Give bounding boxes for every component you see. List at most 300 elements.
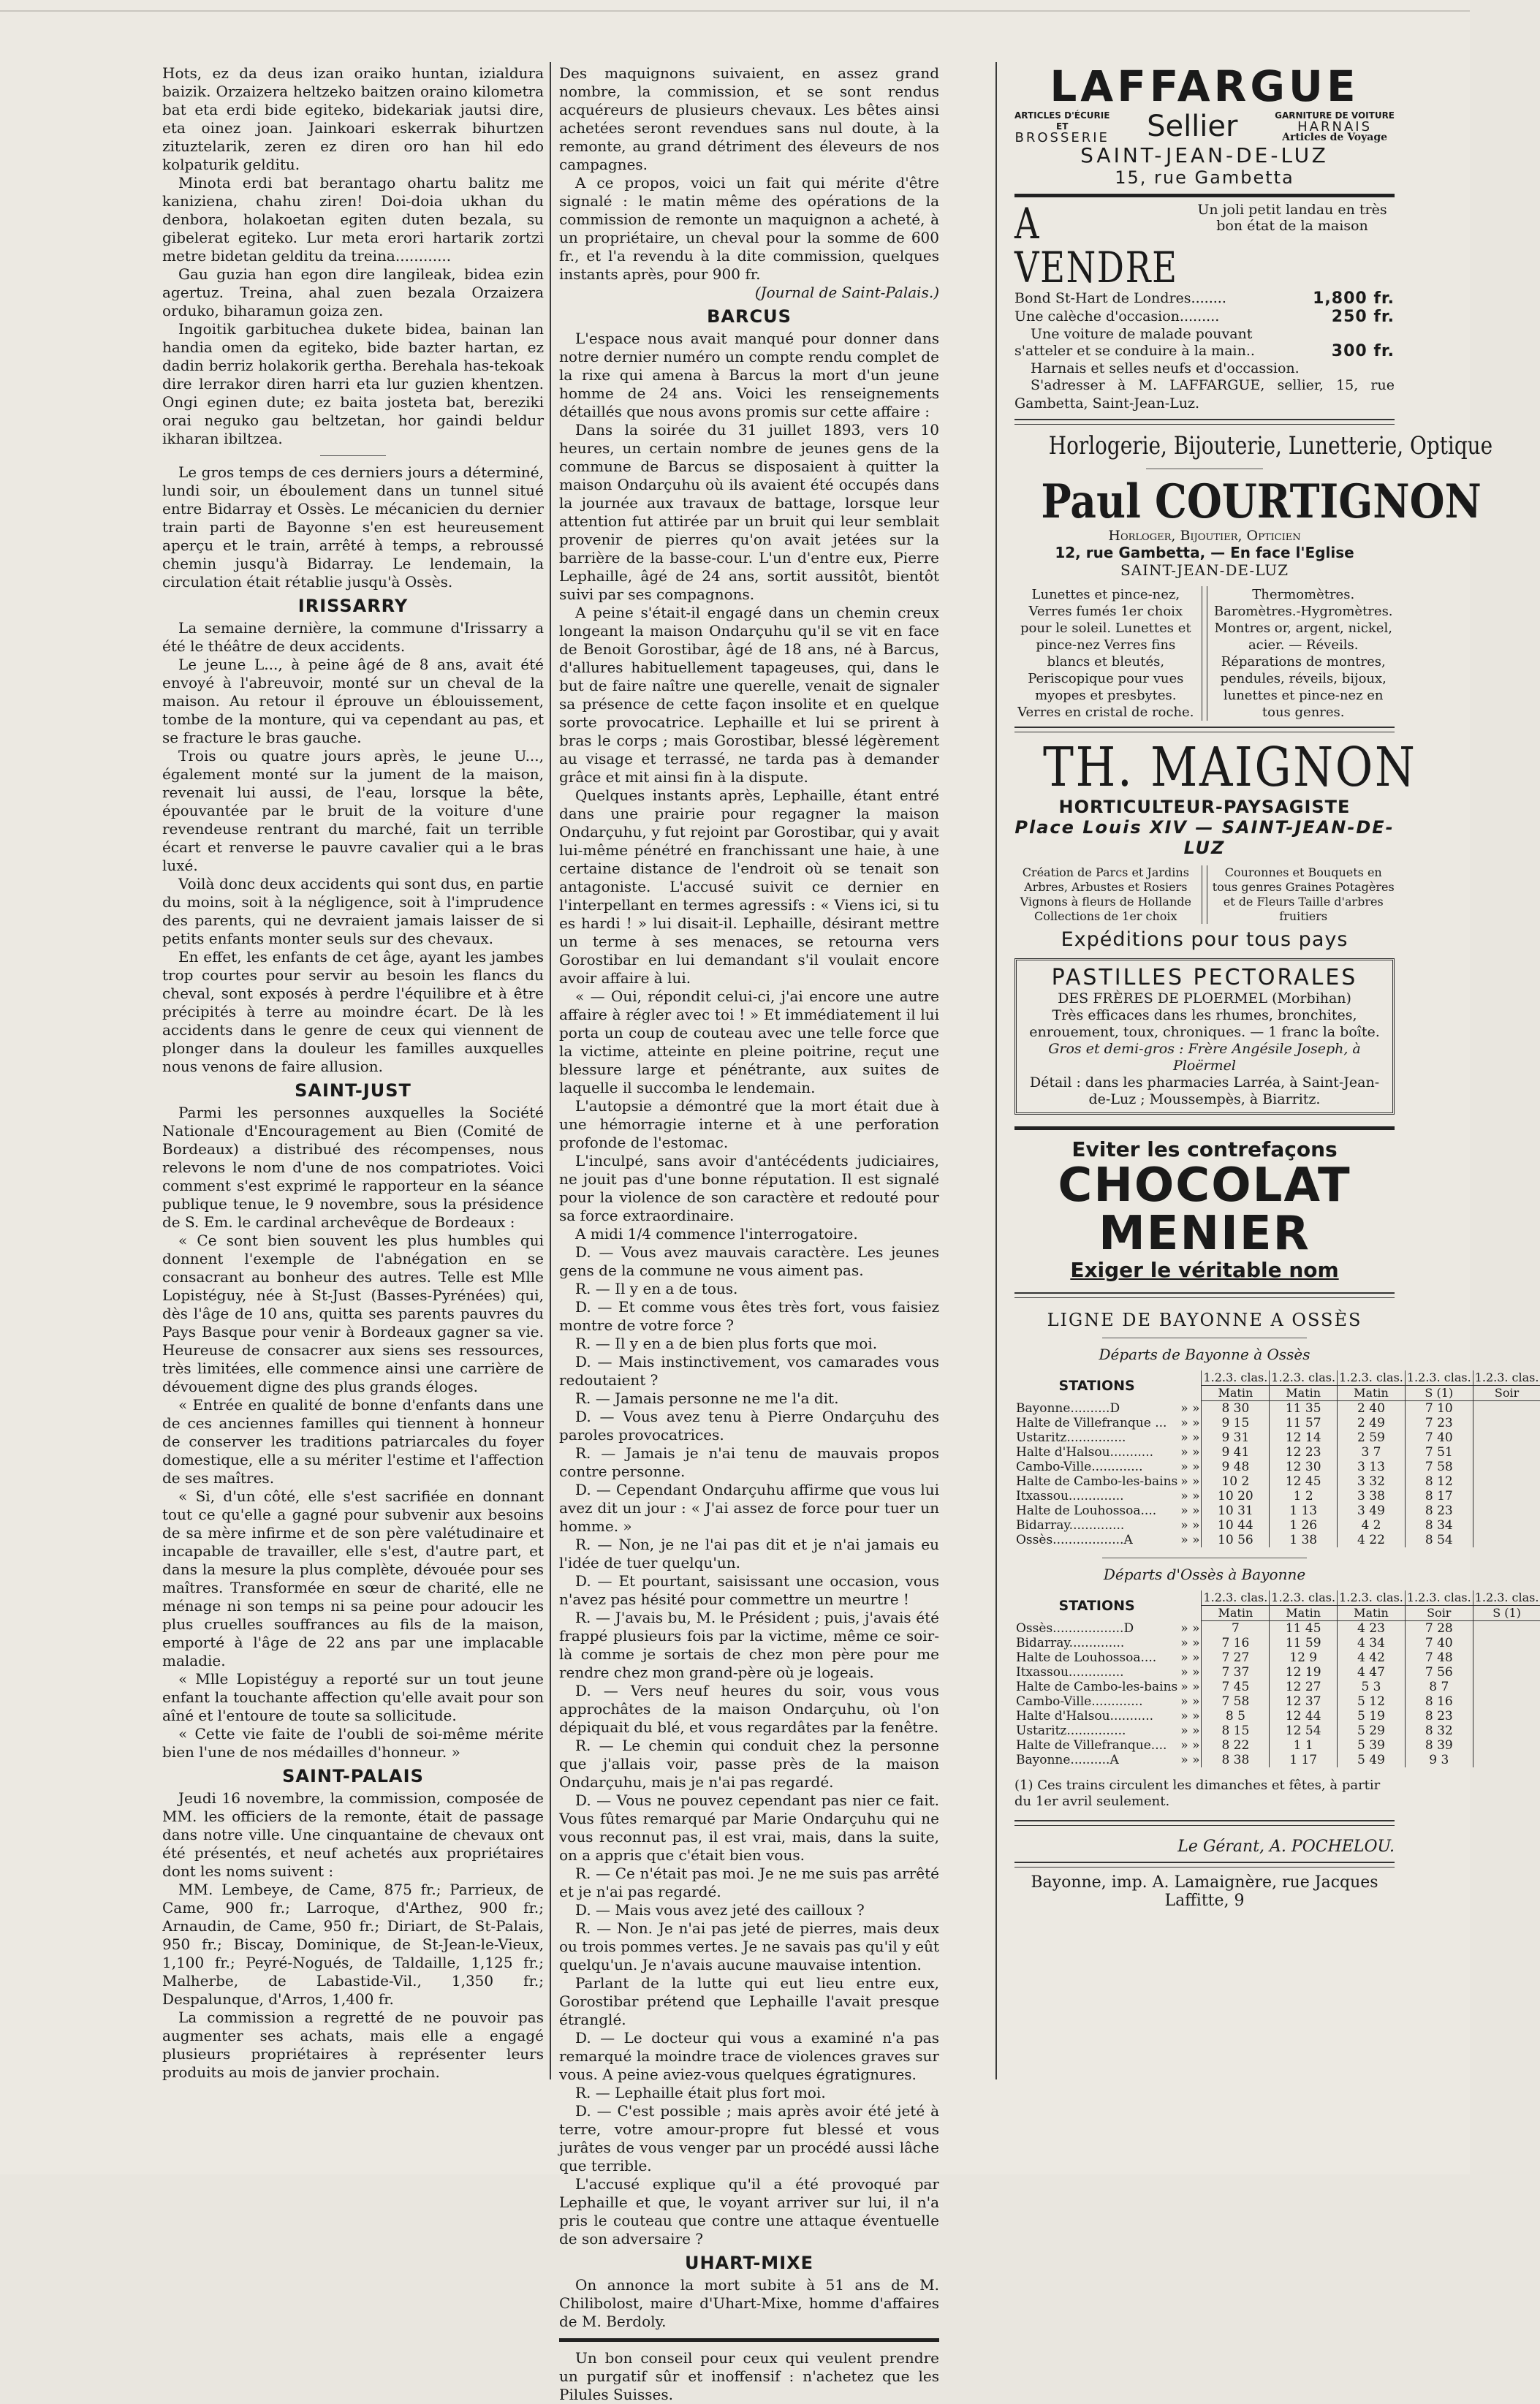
article-paragraph: R. — Jamais personne ne me l'a dit. <box>575 1389 839 1407</box>
column-rule-1 <box>550 62 551 2079</box>
vendre-item-price: 250 fr. <box>1331 308 1395 326</box>
departure-time: 7 48 <box>1405 1650 1473 1665</box>
laffargue-right2: HARNAIS <box>1297 118 1372 134</box>
departure-time <box>1473 1621 1540 1637</box>
vendre-item-price: 1,800 fr. <box>1313 289 1395 308</box>
departure-time: 10 2 <box>1202 1474 1270 1489</box>
departure-time: 7 40 <box>1405 1430 1473 1445</box>
laffargue-left2: ET <box>1056 121 1069 132</box>
table-row <box>1014 1474 1540 1489</box>
article-paragraph: D. — Vous avez mauvais caractère. Les jeunes gens de la commune ne vous aiment pas. <box>559 1243 939 1279</box>
departure-time: 8 32 <box>1405 1724 1473 1738</box>
time-header: S (1) <box>1473 1606 1540 1621</box>
article-paragraph: MM. Lembeye, de Came, 875 fr.; Parrieux, de Came, 900 fr.; Larroque, d'Arthez, 900 fr.; Arnaudin, de Came, 950 fr.; Diriart, de St-Palais, 950 fr.; Biscay, Dominique, de St-Jean-le-Vieux, 1,100 fr.; Peyré-Nogués, de Taldaille, 1,125 fr.; Malherbe, de Labastide-Vil., 1,350 fr.; Despalunque, d'Arros, 1,400 fr. <box>162 1881 544 2008</box>
ditto-marks <box>1179 1636 1202 1650</box>
departure-time: 7 56 <box>1405 1665 1473 1680</box>
article-paragraph: La semaine dernière, la commune d'Irissarry a été le théâtre de deux accidents. <box>162 619 544 655</box>
menier-exiger: Exiger le véritable nom <box>1070 1258 1339 1282</box>
departure-time: 5 19 <box>1338 1709 1406 1724</box>
departure-time: 12 19 <box>1270 1665 1338 1680</box>
courtignon-name: Paul COURTIGNON <box>1041 474 1482 529</box>
departure-time: 10 56 <box>1202 1533 1270 1547</box>
departure-time: 5 49 <box>1338 1753 1406 1767</box>
maignon-trade: HORTICULTEUR-PAYSAGISTE <box>1058 797 1351 817</box>
departure-time: 8 38 <box>1202 1753 1270 1767</box>
ditto: » <box>1180 1680 1188 1694</box>
laffargue-left3: BROSSERIE <box>1014 129 1110 145</box>
departure-time: 7 10 <box>1405 1401 1473 1417</box>
departure-time: 12 27 <box>1270 1680 1338 1694</box>
article-paragraph: Le gros temps de ces derniers jours a déterminé, lundi soir, un éboulement dans un tunnel situé entre Bidarray et Ossès. Le mécanicien du dernier train parti de Bayonne s'en est heureusement aperçu et le train, arrêté à temps, a rebroussé chemin jusqu'à Bidarray. Le lendemain, la circulation était rétablie jusqu'à Ossès. <box>162 463 544 591</box>
section-heading: SAINT-PALAIS <box>282 1766 424 1786</box>
departure-time: 3 32 <box>1338 1474 1406 1489</box>
ditto: » <box>1192 1694 1200 1709</box>
article-paragraph: On annonce la mort subite à 51 ans de M. Chilibolost, maire d'Uhart-Mixe, homme d'affaires de M. Berdoly. <box>559 2276 939 2330</box>
departure-time: 3 13 <box>1338 1460 1406 1474</box>
ditto: » <box>1180 1474 1188 1489</box>
laffargue-right3: Articles de Voyage <box>1282 131 1388 143</box>
departure-time: 12 45 <box>1270 1474 1338 1489</box>
departure-time: 4 47 <box>1338 1665 1406 1680</box>
courtignon-ad <box>1014 431 1493 721</box>
laffargue-right1: GARNITURE DE VOITURE <box>1275 110 1395 121</box>
table-row <box>1014 1709 1540 1724</box>
departure-time: 2 40 <box>1338 1401 1406 1417</box>
article-paragraph: A peine s'était-il engagé dans un chemin creux longeant la maison Ondarçuhu qu'il se vit en face de Benoit Gorostibar, âgé de 18 ans, né à Barcus, d'allures habituellement tapageuses, qui, dans le but de faire naître une querelle, venait de signaler sa présence de cette façon insolite et en quelque sorte provocatrice. Lephaille et lui se prirent à bras le corps ; mais Gorostibar, blessé légèrement au visage et terrassé, ne tarda pas à demander grâce et mit ainsi fin à la dispute. <box>559 604 939 786</box>
departure-time: 8 12 <box>1405 1474 1473 1489</box>
table-row <box>1014 1489 1540 1504</box>
laffargue-left1: ARTICLES D'ÉCURIE <box>1014 110 1110 121</box>
maignon-name: TH. MAIGNON <box>1043 736 1417 799</box>
station-name: Halte de Louhossoa.... <box>1016 1650 1157 1665</box>
departure-time <box>1473 1460 1540 1474</box>
column-2 <box>559 64 939 2403</box>
separator-rule <box>320 455 386 456</box>
imprint: Bayonne, imp. A. Lamaignère, rue Jacques Laffitte, 9 <box>1031 1873 1378 1910</box>
article-paragraph: R. — Ce n'était pas moi. Je ne me suis pas arrêté et je n'ai pas regardé. <box>559 1865 939 1900</box>
ditto-marks <box>1179 1430 1202 1445</box>
courtignon-heading: Horlogerie, Bijouterie, Lunetterie, Optique <box>1048 431 1493 460</box>
table-row <box>1014 1401 1540 1417</box>
departure-time: 12 37 <box>1270 1694 1338 1709</box>
departure-time: 8 54 <box>1405 1533 1473 1547</box>
a-vendre-ad <box>1014 199 1395 413</box>
departure-time <box>1473 1474 1540 1489</box>
departure-time <box>1473 1489 1540 1504</box>
ditto: » <box>1180 1489 1188 1504</box>
table-row <box>1014 1753 1540 1767</box>
timetable <box>1014 1310 1539 1810</box>
table-row <box>1014 1694 1540 1709</box>
article-paragraph: A midi 1/4 commence l'interrogatoire. <box>575 1225 858 1243</box>
departure-time: 5 3 <box>1338 1680 1406 1694</box>
departure-time: 8 30 <box>1202 1401 1270 1417</box>
departure-time: 5 12 <box>1338 1694 1406 1709</box>
station-name: Bayonne..........A <box>1016 1753 1119 1767</box>
departure-time <box>1473 1401 1540 1417</box>
ditto: » <box>1192 1489 1200 1504</box>
courtignon-address: 12, rue Gambetta, — En face l'Eglise <box>1055 544 1354 561</box>
ditto-marks <box>1179 1665 1202 1680</box>
departure-time <box>1473 1430 1540 1445</box>
ditto: » <box>1192 1504 1200 1518</box>
laffargue-left <box>1014 110 1110 143</box>
table-row <box>1014 1533 1540 1547</box>
rule <box>1014 1126 1395 1130</box>
departure-time: 7 58 <box>1202 1694 1270 1709</box>
timetable-osses-bayonne <box>1014 1590 1540 1767</box>
ditto: » <box>1192 1636 1200 1650</box>
article-paragraph: L'espace nous avait manqué pour donner dans notre dernier numéro un compte rendu complet de la rixe qui amena à Barcus la mort d'un jeune homme de 24 ans. Voici les renseignements détaillés que nous avons promis sur cette affaire : <box>559 330 939 420</box>
departure-time: 7 45 <box>1202 1680 1270 1694</box>
column-rule-2 <box>995 62 997 2079</box>
pastilles-l3: Gros et demi-gros : Frère Angésile Joseph, à Ploërmel <box>1048 1041 1361 1074</box>
pastilles-l2: Très efficaces dans les rhumes, bronchites, enrouement, toux, chroniques. — 1 franc la boîte. <box>1029 1007 1380 1040</box>
section-heading: UHART-MIXE <box>684 2253 814 2273</box>
table-row <box>1014 1430 1540 1445</box>
table-row <box>1014 1445 1540 1460</box>
article-paragraph: D. — Et pourtant, saisissant une occasion, vous n'avez pas hésité pour commettre un meurtre ! <box>559 1572 939 1608</box>
article-paragraph: L'autopsie a démontré que la mort était due à une hémorragie interne et à une perforation profonde de l'estomac. <box>559 1097 939 1151</box>
departure-time: 7 28 <box>1405 1621 1473 1637</box>
departure-time: 11 35 <box>1270 1401 1338 1417</box>
time-header: Matin <box>1270 1386 1338 1401</box>
time-header: Matin <box>1202 1606 1270 1621</box>
ditto-marks <box>1179 1709 1202 1724</box>
stations-header: STATIONS <box>1058 1597 1135 1614</box>
station-name: Halte de Villefranque.... <box>1016 1738 1167 1753</box>
table-row <box>1014 1680 1540 1694</box>
time-header: Soir <box>1405 1606 1473 1621</box>
menier-warning: Eviter les contrefaçons <box>1071 1137 1338 1161</box>
article-paragraph: D. — Et comme vous êtes très fort, vous faisiez montre de votre force ? <box>559 1298 939 1334</box>
departure-time <box>1473 1724 1540 1738</box>
departure-time: 10 31 <box>1202 1504 1270 1518</box>
article-paragraph: R. — Lephaille était plus fort moi. <box>575 2084 826 2101</box>
departure-time: 7 37 <box>1202 1665 1270 1680</box>
ditto-marks <box>1179 1489 1202 1504</box>
ditto: » <box>1180 1620 1188 1636</box>
departure-time: 11 57 <box>1270 1416 1338 1430</box>
departure-time: 12 44 <box>1270 1709 1338 1724</box>
laffargue-title: LAFFARGUE <box>1050 61 1359 111</box>
station-name: Ossès..................D <box>1016 1620 1134 1636</box>
vendre-line5: S'adresser à M. LAFFARGUE, sellier, 15, rue Gambetta, Saint-Jean-Luz. <box>1014 377 1395 412</box>
departure-time: 9 41 <box>1202 1445 1270 1460</box>
timetable-departs-1: Départs de Bayonne à Ossès <box>1099 1346 1310 1363</box>
article-paragraph: Le jeune L..., à peine âgé de 8 ans, avait été envoyé à l'abreuvoir, monté sur un cheval de la maison. Au retour il éprouve un éblouissement, tombe de la monture, qui va cependant au pas, et se fracture le bras gauche. <box>162 656 544 746</box>
departure-time <box>1473 1665 1540 1680</box>
class-header: 1.2.3. clas. <box>1202 1370 1270 1386</box>
article-paragraph: Gau guzia han egon dire langileak, bidea ezin agertuz. Treina, ahal zuen bezala Orzaizera orduko, biharamun goiza zen. <box>162 265 544 319</box>
time-header: Matin <box>1202 1386 1270 1401</box>
article-paragraph: « — Oui, répondit celui-ci, j'ai encore une autre affaire à régler avec toi ! » Et immédiatement il lui porta un coup de couteau avec une telle force que la victime, atteinte en pleine poitrine, reçut une blessure large et pénétrante, aux suites de laquelle il succomba le lendemain. <box>559 987 939 1096</box>
class-header: 1.2.3. clas. <box>1270 1370 1338 1386</box>
article-paragraph: Des maquignons suivaient, en assez grand nombre, la commission, et se sont rendus acquéreurs de plusieurs chevaux. Les bêtes ainsi achetées seront revendues sans nul doute, à la remonte, au grand détriment des éleveurs de nos campagnes. <box>559 64 939 173</box>
table-row <box>1014 1636 1540 1650</box>
table-row <box>1014 1621 1540 1637</box>
article-paragraph: D. — Vous ne pouvez cependant pas nier ce fait. Vous fûtes remarqué par Marie Ondarçuhu qui ne vous reconnut pas, il est vrai, mais, dans la suite, on a appris que c'était bien vous. <box>559 1791 939 1864</box>
station-name: Halte de Louhossoa.... <box>1016 1504 1157 1518</box>
rule <box>1014 727 1395 732</box>
departure-time <box>1473 1709 1540 1724</box>
ditto-marks <box>1179 1518 1202 1533</box>
ditto-marks <box>1179 1533 1202 1547</box>
pastilles-l1: DES FRÈRES DE PLOERMEL (Morbihan) <box>1058 990 1351 1006</box>
vendre-item <box>1014 342 1395 360</box>
article-paragraph: R. — Jamais je n'ai tenu de mauvais propos contre personne. <box>559 1444 939 1480</box>
departure-time: 7 58 <box>1405 1460 1473 1474</box>
ditto: » <box>1180 1460 1188 1474</box>
ditto: » <box>1192 1518 1200 1533</box>
ditto: » <box>1180 1665 1188 1680</box>
divider <box>1202 586 1207 721</box>
ditto-marks <box>1179 1753 1202 1767</box>
departure-time: 9 31 <box>1202 1430 1270 1445</box>
station-name: Ustaritz............... <box>1016 1724 1126 1738</box>
article-paragraph: Voilà donc deux accidents qui sont dus, en partie du moins, soit à la négligence, soit à l'imprudence des parents, qui ne devraient jamais laisser de si petits enfants monter seuls sur des chevaux. <box>162 875 544 947</box>
vendre-item-label: Bond St-Hart de Londres........ <box>1014 290 1226 306</box>
class-header: 1.2.3. clas. <box>1338 1370 1406 1386</box>
article-paragraph: Dans la soirée du 31 juillet 1893, vers 10 heures, un certain nombre de jeunes gens de la commune de Barcus se disposaient à quitter la maison Ondarçuhu où ils avaient été occupés dans la journée aux travaux de battage, lorsque leur attention fut attirée par un bruit qui leur semblait provenir de pierres qu'on avait jetées sur la barrière de la basse-cour. L'un d'entre eux, Pierre Lephaille, âgé de 24 ans, sortit aussitôt, bientôt suivi par ses compagnons. <box>559 421 939 603</box>
article-paragraph: D. — C'est possible ; mais après avoir été jeté à terre, votre amour-propre fut blessé et vous jurâtes de vous venger par un procédé aussi lâche que terrible. <box>559 2102 939 2174</box>
article-paragraph: « Cette vie faite de l'oubli de soi-même mérite bien l'une de nos médailles d'honneur. » <box>162 1725 544 1761</box>
time-header: Matin <box>1338 1386 1406 1401</box>
article-paragraph: Parlant de la lutte qui eut lieu entre eux, Gorostibar prétend que Lephaille l'avait presque étranglé. <box>559 1974 939 2028</box>
article-paragraph: A ce propos, voici un fait qui mérite d'être signalé : le matin même des opérations de la commission de remonte un maquignon a acheté, à un propriétaire, un cheval pour la somme de 600 fr., et l'a revendu à la dite commission, quelques instants après, pour 900 fr. <box>559 174 939 283</box>
departure-time <box>1473 1694 1540 1709</box>
departure-time <box>1473 1533 1540 1547</box>
departure-time: 10 44 <box>1202 1518 1270 1533</box>
departure-time: 8 22 <box>1202 1738 1270 1753</box>
pastilles-l4: Détail : dans les pharmacies Larréa, à Saint-Jean-de-Luz ; Moussempès, à Biarritz. <box>1029 1074 1380 1107</box>
ditto-marks <box>1179 1416 1202 1430</box>
ditto: » <box>1192 1665 1200 1680</box>
ditto: » <box>1180 1504 1188 1518</box>
departure-time: 3 38 <box>1338 1489 1406 1504</box>
departure-time: 7 23 <box>1405 1416 1473 1430</box>
ditto: » <box>1192 1753 1200 1767</box>
station-name: Halte de Cambo-les-bains <box>1016 1680 1178 1694</box>
separator-rule <box>559 2338 939 2342</box>
courtignon-city: SAINT-JEAN-DE-LUZ <box>1120 561 1289 579</box>
laffargue-ad <box>1014 61 1395 188</box>
article-paragraph: D. — Le docteur qui vous a examiné n'a pas remarqué la moindre trace de violences graves sur vous. A peine aviez-vous quelques égratignures. <box>559 2029 939 2083</box>
vendre-line3b: s'atteler et se conduire à la main.. <box>1014 343 1255 359</box>
article-paragraph: R. — Il y en a de tous. <box>575 1280 738 1297</box>
departure-time: 11 59 <box>1270 1636 1338 1650</box>
class-header: 1.2.3. clas. <box>1473 1590 1540 1606</box>
menier-chocolat: CHOCOLAT <box>1058 1159 1351 1213</box>
ditto: » <box>1180 1650 1188 1665</box>
rule <box>1014 1292 1395 1298</box>
departure-time: 5 29 <box>1338 1724 1406 1738</box>
departure-time: 7 51 <box>1405 1445 1473 1460</box>
table-row <box>1014 1650 1540 1665</box>
departure-time: 4 22 <box>1338 1533 1406 1547</box>
stations-header: STATIONS <box>1058 1377 1135 1394</box>
article-paragraph: D. — Vers neuf heures du soir, vous vous approchâtes de la maison Ondarçuhu, où l'on dépiquait du blé, et vous regardâtes par la fenêtre. <box>559 1682 939 1736</box>
class-header: 1.2.3. clas. <box>1405 1370 1473 1386</box>
departure-time: 9 48 <box>1202 1460 1270 1474</box>
ditto-marks <box>1179 1680 1202 1694</box>
station-name: Itxassou.............. <box>1016 1665 1124 1680</box>
departure-time: 3 49 <box>1338 1504 1406 1518</box>
time-header: Matin <box>1270 1606 1338 1621</box>
class-header: 1.2.3. clas. <box>1405 1590 1473 1606</box>
table-row <box>1014 1504 1540 1518</box>
departure-time <box>1473 1504 1540 1518</box>
column-1 <box>162 64 544 2081</box>
maignon-lists <box>1014 865 1395 924</box>
article-paragraph: Minota erdi bat berantago ohartu balitz me kaniziena, chahu ziren! Doi-doia ukhan du denbora, holakoetan egiten duten bezala, su gibelerat egiteko. Lur meta erori hartarik zortzi metre bidetan gelditu da treina............ <box>162 174 544 265</box>
maignon-left-list: Création de Parcs et Jardins Arbres, Arbustes et Rosiers Vignons à fleurs de Hollande Collections de 1er choix <box>1020 865 1191 923</box>
departure-time: 8 17 <box>1405 1489 1473 1504</box>
time-header: S (1) <box>1405 1386 1473 1401</box>
article-paragraph: Quelques instants après, Lephaille, étant entré dans une prairie pour regagner la maison Ondarçuhu, y fut rejoint par Gorostibar, qui y avait lui-même pénétré en franchissant une haie, à une certaine distance de l'endroit où se tenait son antagoniste. L'accusé suivit ce dernier en l'interpellant en termes agressifs : « Viens ici, si tu es hardi ! » lui disait-il. Lephaille, désirant mettre un terme à ses menaces, se retourna vers Gorostibar en lui demandant s'il voulait encore avoir affaire à lui. <box>559 786 939 987</box>
departure-time: 8 23 <box>1405 1504 1473 1518</box>
departure-time: 1 17 <box>1270 1753 1338 1767</box>
article-paragraph: R. — Non, je ne l'ai pas dit et je n'ai jamais eu l'idée de tuer quelqu'un. <box>559 1536 939 1571</box>
ditto: » <box>1180 1533 1188 1547</box>
gerant: Le Gérant, A. POCHELOU. <box>1177 1838 1395 1856</box>
spacer-header <box>1179 1370 1202 1401</box>
ditto: » <box>1192 1724 1200 1738</box>
ditto: » <box>1192 1430 1200 1445</box>
ditto: » <box>1192 1650 1200 1665</box>
laffargue-city: SAINT-JEAN-DE-LUZ <box>1080 143 1329 167</box>
departure-time: 12 54 <box>1270 1724 1338 1738</box>
time-header: Soir <box>1473 1386 1540 1401</box>
departure-time: 7 <box>1202 1621 1270 1637</box>
departure-time: 1 1 <box>1270 1738 1338 1753</box>
ditto: » <box>1180 1416 1188 1430</box>
timetable-departs-2: Départs d'Ossès à Bayonne <box>1103 1566 1306 1583</box>
article-paragraph: D. — Vous avez tenu à Pierre Ondarçuhu des paroles provocatrices. <box>559 1408 939 1444</box>
ditto-marks <box>1179 1621 1202 1637</box>
ditto-marks <box>1179 1474 1202 1489</box>
class-header: 1.2.3. clas. <box>1473 1370 1540 1386</box>
departure-time: 8 34 <box>1405 1518 1473 1533</box>
vendre-line3a: Une voiture de malade pouvant <box>1031 326 1253 342</box>
ditto: » <box>1192 1680 1200 1694</box>
menier-name: MENIER <box>1099 1207 1310 1261</box>
ditto: » <box>1180 1518 1188 1533</box>
ditto: » <box>1192 1738 1200 1753</box>
departure-time: 9 3 <box>1405 1753 1473 1767</box>
departure-time <box>1473 1738 1540 1753</box>
ditto: » <box>1192 1400 1200 1416</box>
departure-time: 3 7 <box>1338 1445 1406 1460</box>
ditto: » <box>1192 1620 1200 1636</box>
maignon-expeditions: Expéditions pour tous pays <box>1061 928 1349 951</box>
ditto-marks <box>1179 1650 1202 1665</box>
laffargue-sellier: Sellier <box>1147 110 1238 143</box>
departure-time: 10 20 <box>1202 1489 1270 1504</box>
departure-time: 11 45 <box>1270 1621 1338 1637</box>
time-header: Matin <box>1338 1606 1406 1621</box>
a-vendre-title: A VENDRE <box>1014 199 1178 292</box>
a-vendre-intro: Un joli petit landau en très bon état de la maison <box>1197 202 1387 234</box>
maignon-place: Place Louis XIV — SAINT-JEAN-DE-LUZ <box>1014 817 1395 858</box>
departure-time <box>1473 1518 1540 1533</box>
departure-time: 1 38 <box>1270 1533 1338 1547</box>
article-paragraph: Hots, ez da deus izan oraiko huntan, izialdura baizik. Orzaizera heltzeko baitzen oraino kilometra bat eta erdi bide egiteko, bidekariak jautsi dire, eta oinez joan. Jainkoari eskerrak bihurtzen zituztelarik, zeren ez diren oro han hil edo kolpaturik gelditu. <box>162 64 544 173</box>
ditto: » <box>1180 1400 1188 1416</box>
article-paragraph: L'inculpé, sans avoir d'antécédents judiciaires, ne jouit pas d'une bonne réputation. Il est signalé pour la violence de son caractère et redouté pour sa force extraordinaire. <box>559 1152 939 1224</box>
departure-time: 12 9 <box>1270 1650 1338 1665</box>
ditto-marks <box>1179 1724 1202 1738</box>
rule <box>1014 194 1395 197</box>
departure-time: 5 39 <box>1338 1738 1406 1753</box>
ditto: » <box>1180 1694 1188 1709</box>
departure-time: 8 7 <box>1405 1680 1473 1694</box>
station-name: Halte de Cambo-les-bains <box>1016 1474 1178 1489</box>
ditto: » <box>1180 1738 1188 1753</box>
departure-time: 8 16 <box>1405 1694 1473 1709</box>
departure-time: 4 23 <box>1338 1621 1406 1637</box>
article-paragraph: D. — Mais instinctivement, vos camarades vous redoutaient ? <box>559 1353 939 1389</box>
class-header: 1.2.3. clas. <box>1270 1590 1338 1606</box>
section-heading: BARCUS <box>707 306 792 327</box>
departure-time: 2 49 <box>1338 1416 1406 1430</box>
courtignon-lists <box>1014 586 1395 721</box>
station-name: Bidarray.............. <box>1016 1518 1125 1533</box>
ditto: » <box>1192 1533 1200 1547</box>
vendre-item <box>1014 308 1395 326</box>
divider <box>1202 865 1207 924</box>
departure-time: 1 26 <box>1270 1518 1338 1533</box>
departure-time: 4 2 <box>1338 1518 1406 1533</box>
station-name: Cambo-Ville............. <box>1016 1694 1143 1709</box>
departure-time: 8 5 <box>1202 1709 1270 1724</box>
departure-time: 2 59 <box>1338 1430 1406 1445</box>
table-row <box>1014 1416 1540 1430</box>
maignon-ad <box>1014 736 1417 951</box>
departure-time: 4 42 <box>1338 1650 1406 1665</box>
station-name: Halte d'Halsou........... <box>1016 1709 1153 1724</box>
departure-time: 1 2 <box>1270 1489 1338 1504</box>
table-row <box>1014 1518 1540 1533</box>
vendre-item-label: Une calèche d'occasion......... <box>1014 308 1220 325</box>
timetable-title: LIGNE DE BAYONNE A OSSÈS <box>1047 1310 1362 1330</box>
article-paragraph: D. — Cependant Ondarçuhu affirme que vous lui avez dit un jour : « J'ai assez de force pour tuer un homme. » <box>559 1481 939 1535</box>
ditto-marks <box>1179 1445 1202 1460</box>
timetable-note: (1) Ces trains circulent les dimanches et fêtes, à partir du 1er avril seulement. <box>1014 1778 1381 1809</box>
station-name: Ustaritz............... <box>1016 1430 1126 1445</box>
ditto-marks <box>1179 1738 1202 1753</box>
article-paragraph: En effet, les enfants de cet âge, ayant les jambes trop courtes pour servir au besoin les flancs du cheval, sont exposés à perdre l'équilibre et à être précipités à terre au moindre écart. De là les accidents dans le genre de ceux qui viennent de plonger dans la douleur les familles auxquelles nous venons de faire allusion. <box>162 948 544 1075</box>
ditto: » <box>1180 1636 1188 1650</box>
ditto: » <box>1180 1430 1188 1445</box>
departure-time <box>1473 1650 1540 1665</box>
table-row <box>1014 1724 1540 1738</box>
departure-time: 12 30 <box>1270 1460 1338 1474</box>
ditto-marks <box>1179 1694 1202 1709</box>
vendre-line4: Harnais et selles neufs et d'occassion. <box>1031 360 1300 376</box>
article-paragraph: Jeudi 16 novembre, la commission, composée de MM. les officiers de la remonte, était de passage dans notre ville. Une cinquantaine de chevaux ont été présentés, et neuf achetés aux propriétaires dont les noms suivent : <box>162 1789 544 1880</box>
table-row <box>1014 1665 1540 1680</box>
article-paragraph: « Si, d'un côté, elle s'est sacrifiée en donnant tout ce qu'elle a gagné pour subvenir aux besoins de sa mère infirme et de son père valétudinaire et incapable de travailler, elle s'est, d'autre part, et dans la mesure la plus complète, dévouée pour ses maîtres. Transformée en sœur de charité, elle ne ménage ni son temps ni sa peine pour adoucir les plus cruelles souffrances au fils de la maison, emporté à l'âge de 22 ans par une implacable maladie. <box>162 1487 544 1669</box>
class-header: 1.2.3. clas. <box>1338 1590 1406 1606</box>
departure-time: 8 15 <box>1202 1724 1270 1738</box>
rule <box>1014 419 1395 425</box>
departure-time: 8 23 <box>1405 1709 1473 1724</box>
section-heading: SAINT-JUST <box>295 1080 411 1101</box>
station-name: Halte de Villefranque ... <box>1016 1416 1167 1430</box>
departure-time: 8 39 <box>1405 1738 1473 1753</box>
departure-time: 7 27 <box>1202 1650 1270 1665</box>
